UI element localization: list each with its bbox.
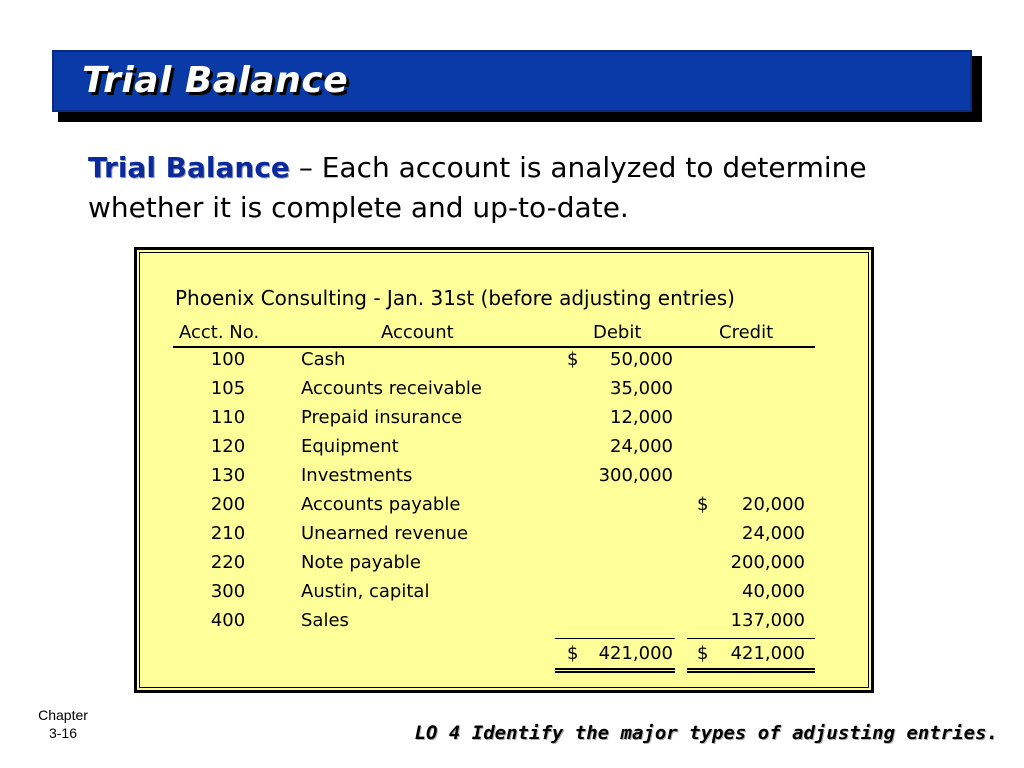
header-account: Account (381, 322, 454, 343)
table-row (137, 581, 877, 610)
chapter-word: Chapter (38, 707, 88, 723)
acct-no-cell: 400 (210, 610, 246, 631)
table-row (137, 523, 877, 552)
table-row (137, 465, 877, 494)
credit-total-double-rule (687, 668, 815, 673)
page-number: 3-16 (48, 725, 78, 741)
chapter-label (30, 706, 96, 742)
credit-sign-cell: $ (697, 494, 709, 515)
acct-no-cell: 300 (210, 581, 246, 602)
intro-paragraph (88, 148, 968, 228)
debit-sum-rule (555, 638, 675, 639)
account-name-cell: Equipment (301, 436, 399, 457)
credit-cell: 24,000 (742, 523, 805, 544)
total-debit-sign: $ (567, 643, 579, 664)
acct-no-cell: 210 (210, 523, 246, 544)
table-row (137, 407, 877, 436)
debit-cell: 24,000 (610, 436, 673, 457)
header-acct-no: Acct. No. (179, 322, 260, 343)
credit-cell: 137,000 (730, 610, 805, 631)
header-credit: Credit (719, 322, 774, 343)
acct-no-cell: 220 (210, 552, 246, 573)
account-name-cell: Prepaid insurance (301, 407, 463, 428)
credit-sum-rule (687, 638, 815, 639)
table-row (137, 378, 877, 407)
intro-term: Trial Balance (88, 151, 290, 184)
account-name-cell: Unearned revenue (301, 523, 469, 544)
learning-objective: LO 4 Identify the major types of adjusting entries. (414, 722, 998, 744)
table-row (137, 494, 877, 523)
account-name-cell: Austin, capital (301, 581, 430, 602)
table-row (137, 552, 877, 581)
credit-cell: 40,000 (742, 581, 805, 602)
slide-title: Trial Balance (82, 60, 349, 101)
table-row (137, 436, 877, 465)
title-banner (52, 50, 972, 112)
debit-cell: 35,000 (610, 378, 673, 399)
account-name-cell: Accounts payable (301, 494, 461, 515)
account-name-cell: Accounts receivable (301, 378, 483, 399)
intro-text: Each account is analyzed to determine whether it is complete and up-to-date. (88, 151, 867, 224)
credit-cell: 200,000 (730, 552, 805, 573)
debit-total-double-rule (555, 668, 675, 673)
table-row (137, 610, 877, 639)
acct-no-cell: 120 (210, 436, 246, 457)
acct-no-cell: 130 (210, 465, 246, 486)
acct-no-cell: 100 (210, 349, 246, 370)
header-rule (173, 346, 815, 348)
account-name-cell: Note payable (301, 552, 421, 573)
intro-dash: – (298, 151, 313, 184)
account-name-cell: Cash (301, 349, 346, 370)
debit-cell: 12,000 (610, 407, 673, 428)
total-credit-sign: $ (697, 643, 709, 664)
debit-cell: 300,000 (598, 465, 673, 486)
acct-no-cell: 105 (210, 378, 246, 399)
trial-balance-box (134, 247, 874, 693)
debit-cell: 50,000 (610, 349, 673, 370)
account-name-cell: Investments (301, 465, 413, 486)
header-debit: Debit (593, 322, 642, 343)
acct-no-cell: 200 (210, 494, 246, 515)
acct-no-cell: 110 (210, 407, 246, 428)
total-debit: 421,000 (598, 643, 673, 664)
credit-cell: 20,000 (742, 494, 805, 515)
trial-balance-title: Phoenix Consulting - Jan. 31st (before adjusting entries) (175, 286, 735, 310)
total-credit: 421,000 (730, 643, 805, 664)
debit-sign-cell: $ (567, 349, 579, 370)
account-name-cell: Sales (301, 610, 349, 631)
table-row (137, 349, 877, 378)
